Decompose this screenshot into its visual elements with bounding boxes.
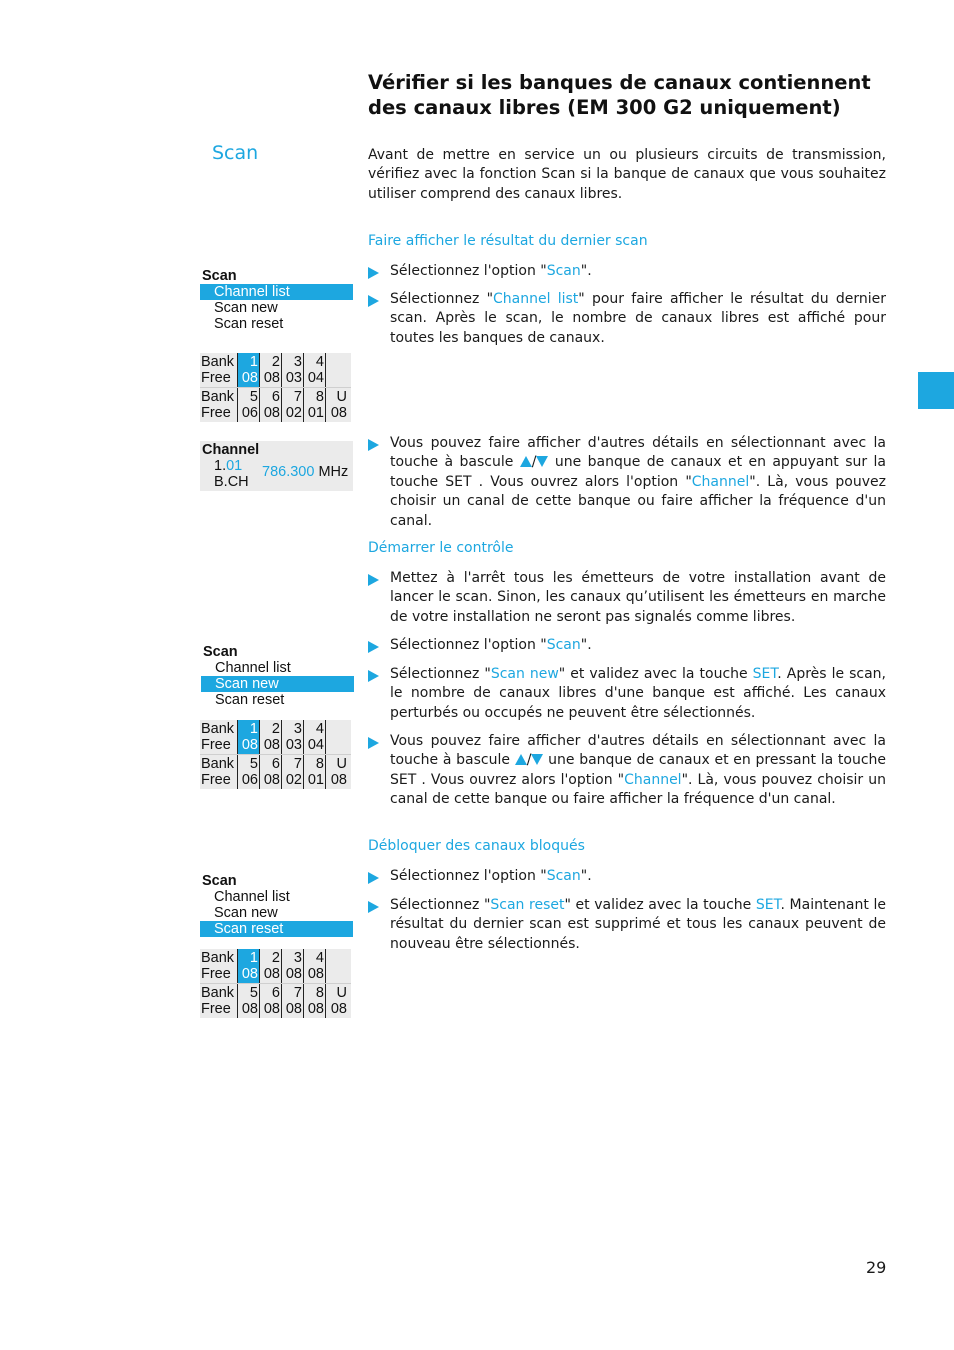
arrow-right-icon: [368, 737, 379, 749]
bank-grid-row: Bank Free 5 06 6 08 7 02 8 01 U 08: [201, 389, 347, 421]
section1-title: Faire afficher le résultat du dernier scan: [368, 233, 648, 249]
bank-cell: U 08: [330, 756, 347, 788]
up-arrow-icon: [520, 456, 532, 467]
arrow-right-icon: [368, 901, 379, 913]
bank-cell: [326, 720, 348, 754]
bank-cell: 5 06: [238, 388, 260, 422]
bank-cell: U 08: [330, 389, 347, 421]
arrow-right-icon: [368, 439, 379, 451]
bank-cell: 2 08: [260, 720, 282, 754]
bank-cell: 4 08: [304, 949, 326, 983]
channel-frequency: 786.300 MHz: [262, 464, 349, 480]
bank-cell: 4 04: [304, 720, 326, 754]
s1-bullet-3: Vous pouvez faire afficher d'autres détails en sélectionnant avec la touche à bascule / une banque de canaux et en appuyant sur la touche SET . Vous ouvrez alors l'option "Channel". Là, vous pouvez choisir un canal de cette banque ou faire afficher la fréquence d'un canal.: [368, 434, 886, 531]
bank-cell: 4 04: [304, 353, 326, 387]
arrow-right-icon: [368, 574, 379, 586]
bank-cell: 3 03: [282, 353, 304, 387]
menu-item-scan-reset: Scan reset: [214, 316, 284, 332]
bank-cell: 1 08: [238, 720, 260, 754]
bank-cell: 7 02: [282, 388, 304, 422]
s2-bullet-4: Vous pouvez faire afficher d'autres détails en sélectionnant avec la touche à bascule / une banque de canaux et en pressant la touche SET . Vous ouvrez alors l'option "Channel". Là, vous pouvez choisir un canal de cette banque ou faire afficher la fréquence d'un canal.: [368, 732, 886, 810]
arrow-right-icon: [368, 872, 379, 884]
up-arrow-icon: [515, 754, 527, 765]
bank-cell: [326, 949, 348, 983]
channel-title: Channel: [202, 442, 260, 458]
menu-item-scan-new: Scan new: [214, 300, 278, 316]
down-arrow-icon: [531, 754, 543, 765]
bank-cell: 5 08: [238, 984, 260, 1018]
bank-grid-row: Bank Free 5 08 6 08 7 08 8 08 U 08: [201, 985, 347, 1017]
bank-cell: 8 08: [304, 984, 326, 1018]
scan-menu-display-1: [200, 268, 353, 332]
bank-grid-row: Bank Free 1 08 2 08 3 08 4 08: [200, 949, 351, 983]
menu-item-channel-list: Channel list: [200, 284, 353, 300]
channel-display: [200, 441, 353, 491]
bank-cell: 6 08: [260, 984, 282, 1018]
menu-item-scan-reset: Scan reset: [215, 692, 285, 708]
arrow-right-icon: [368, 267, 379, 279]
s2-bullet-1: Mettez à l'arrêt tous les émetteurs de votre installation avant de lancer le scan. Sinon, les canaux qu’utilisent les émetteurs en marche de votre installation ne seront pas signalés comme libres.: [368, 569, 886, 627]
s3-bullet-1: Sélectionnez l'option "Scan".: [368, 867, 886, 886]
menu-title: Scan: [203, 644, 238, 660]
bank-grid-2: [200, 720, 351, 789]
bank-grid-row: Bank Free 1 08 2 08 3 03 4 04: [200, 353, 351, 387]
bank-cell: 8 01: [304, 388, 326, 422]
bank-grid-row: Bank Free 1 08 2 08 3 03 4 04: [200, 720, 351, 754]
bank-cell: 7 08: [282, 984, 304, 1018]
scan-menu-display-3: [200, 873, 353, 937]
bank-cell: 6 08: [260, 388, 282, 422]
bank-cell: [326, 353, 348, 387]
menu-item-scan-new: Scan new: [201, 676, 354, 692]
chapter-tab-marker: [918, 372, 954, 409]
down-arrow-icon: [536, 456, 548, 467]
section2-title: Démarrer le contrôle: [368, 540, 514, 556]
bank-cell: 7 02: [282, 755, 304, 789]
arrow-right-icon: [368, 670, 379, 682]
menu-title: Scan: [202, 268, 237, 284]
intro-paragraph: Avant de mettre en service un ou plusieurs circuits de transmission, vérifiez avec la fonction Scan si la banque de canaux que vous souhaitez utiliser comprend des canaux libres.: [368, 147, 886, 202]
bank-cell: 8 01: [304, 755, 326, 789]
bank-grid-1: [200, 353, 351, 422]
bch-label: B.CH: [214, 474, 249, 490]
bank-cell: 1 08: [238, 353, 260, 387]
menu-item-scan-reset: Scan reset: [200, 921, 353, 937]
menu-title: Scan: [202, 873, 237, 889]
menu-item-scan-new: Scan new: [214, 905, 278, 921]
bank-cell: 2 08: [260, 949, 282, 983]
menu-item-channel-list: Channel list: [215, 660, 291, 676]
s3-bullet-2: Sélectionnez "Scan reset" et validez avec la touche SET. Maintenant le résultat du dernier scan est supprimé et tous les canaux peuvent de nouveau être sélectionnés.: [368, 896, 886, 954]
s1-bullet-2: Sélectionnez "Channel list" pour faire afficher le résultat du dernier scan. Après le scan, le nombre de canaux libres est affiché pour toutes les banques de canaux.: [368, 290, 886, 348]
channel-number: 1.01: [214, 458, 243, 474]
side-title: Scan: [212, 142, 259, 164]
bank-cell: 2 08: [260, 353, 282, 387]
arrow-right-icon: [368, 641, 379, 653]
bank-grid-row: Bank Free 5 06 6 08 7 02 8 01 U 08: [201, 756, 347, 788]
section3-title: Débloquer des canaux bloqués: [368, 838, 585, 854]
scan-menu-display-2: [201, 644, 354, 708]
bank-cell: U 08: [330, 985, 347, 1017]
page-heading: Vérifier si les banques de canaux contiennent des canaux libres (EM 300 G2 uniquement): [368, 71, 871, 119]
s2-bullet-3: Sélectionnez "Scan new" et validez avec la touche SET. Après le scan, le nombre de canaux libres d'une banque est affiché. Les canaux perturbés ou occupés ne peuvent être sélectionnés.: [368, 665, 886, 723]
bank-cell: 6 08: [260, 755, 282, 789]
menu-item-channel-list: Channel list: [214, 889, 290, 905]
bank-grid-3: [200, 949, 351, 1018]
bank-cell: 1 08: [238, 949, 260, 983]
page-number: 29: [866, 1258, 887, 1277]
bank-cell: 3 08: [282, 949, 304, 983]
arrow-right-icon: [368, 295, 379, 307]
s2-bullet-2: Sélectionnez l'option "Scan".: [368, 636, 886, 655]
bank-cell: 5 06: [238, 755, 260, 789]
s1-bullet-1: Sélectionnez l'option "Scan".: [368, 262, 886, 281]
bank-cell: 3 03: [282, 720, 304, 754]
